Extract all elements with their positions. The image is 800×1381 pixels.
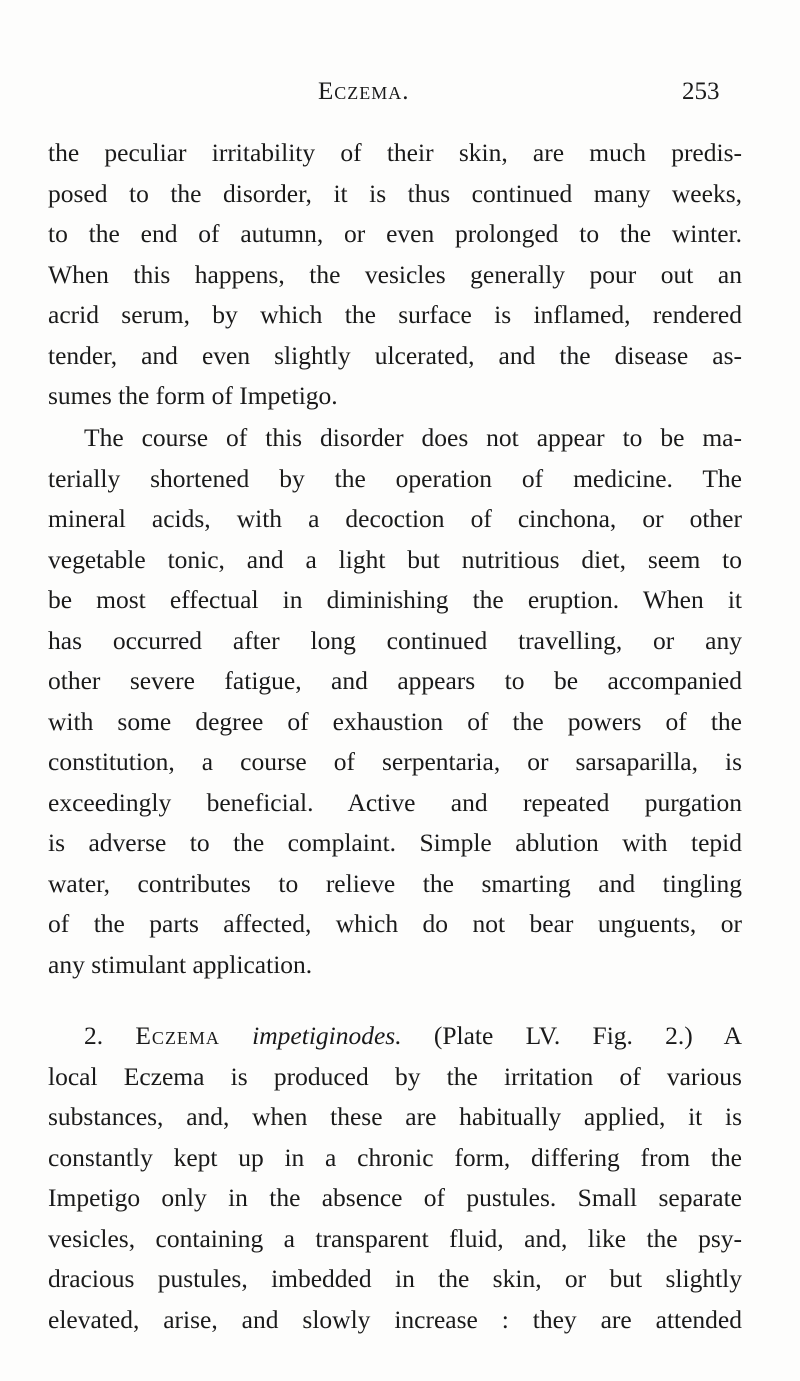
text-line: mineral acids, with a decoction of cinchona, or other xyxy=(48,504,742,533)
text-line: The course of this disorder does not appear to be ma- xyxy=(84,423,742,452)
text-line: exceedingly beneficial. Active and repeated purgation xyxy=(48,787,742,817)
text-line: be most effectual in diminishing the eruption. When it xyxy=(48,585,742,614)
text-line: When this happens, the vesicles generally pour out an xyxy=(48,259,742,289)
plate-reference: (Plate LV. Fig. 2.) xyxy=(433,1021,693,1050)
text-line: is adverse to the complaint. Simple ablution with tepid xyxy=(48,828,742,857)
text-line: local Eczema is produced by the irritation of various xyxy=(48,1061,742,1091)
text-line: of the parts affected, which do not bear unguents, or xyxy=(48,909,742,938)
text-line: elevated, arise, and slowly increase : they are attended xyxy=(48,1304,742,1334)
text-line: has occurred after long continued travelling, or any xyxy=(48,625,742,655)
genus-name: Eczema xyxy=(135,1021,220,1050)
paragraph-continuation xyxy=(48,133,742,417)
species-name: impetiginodes. xyxy=(252,1021,402,1050)
text-line: acrid serum, by which the surface is inflamed, rendered xyxy=(48,300,742,329)
text-line: constantly kept up in a chronic form, differing from the xyxy=(48,1142,742,1172)
text-line: any stimulant application. xyxy=(48,949,313,979)
text-line: tender, and even slightly ulcerated, and the disease as- xyxy=(48,340,742,370)
text-line: posed to the disorder, it is thus continued many weeks, xyxy=(48,178,742,208)
line-tail: A xyxy=(723,1021,743,1050)
text-line: sumes the form of Impetigo. xyxy=(48,381,338,410)
section-number: 2. xyxy=(84,1021,104,1050)
section-heading-line xyxy=(48,1016,742,1057)
text-line: terially shortened by the operation of medicine. The xyxy=(48,463,742,493)
text-line: substances, and, when these are habitually applied, it is xyxy=(48,1102,742,1131)
section-eczema-impetiginodes xyxy=(48,1016,742,1340)
text-line: with some degree of exhaustion of the powers of the xyxy=(48,706,742,736)
text-line: vesicles, containing a transparent fluid, and, like the psy- xyxy=(48,1223,742,1253)
text-line: the peculiar irritability of their skin, are much predis- xyxy=(48,138,742,167)
text-line: other severe fatigue, and appears to be accompanied xyxy=(48,666,742,695)
text-line: water, contributes to relieve the smarting and tingling xyxy=(48,868,742,898)
running-title: Eczema. xyxy=(318,78,410,105)
text-line: constitution, a course of serpentaria, or sarsaparilla, is xyxy=(48,747,742,776)
page-header xyxy=(0,70,800,114)
page-number: 253 xyxy=(682,78,720,105)
text-line: vegetable tonic, and a light but nutritious diet, seem to xyxy=(48,544,742,574)
paragraph-treatment xyxy=(48,418,742,985)
text-line: dracious pustules, imbedded in the skin, or but slightly xyxy=(48,1264,742,1293)
text-line: Impetigo only in the absence of pustules. Small separate xyxy=(48,1183,742,1212)
text-line: to the end of autumn, or even prolonged to the winter. xyxy=(48,219,742,248)
